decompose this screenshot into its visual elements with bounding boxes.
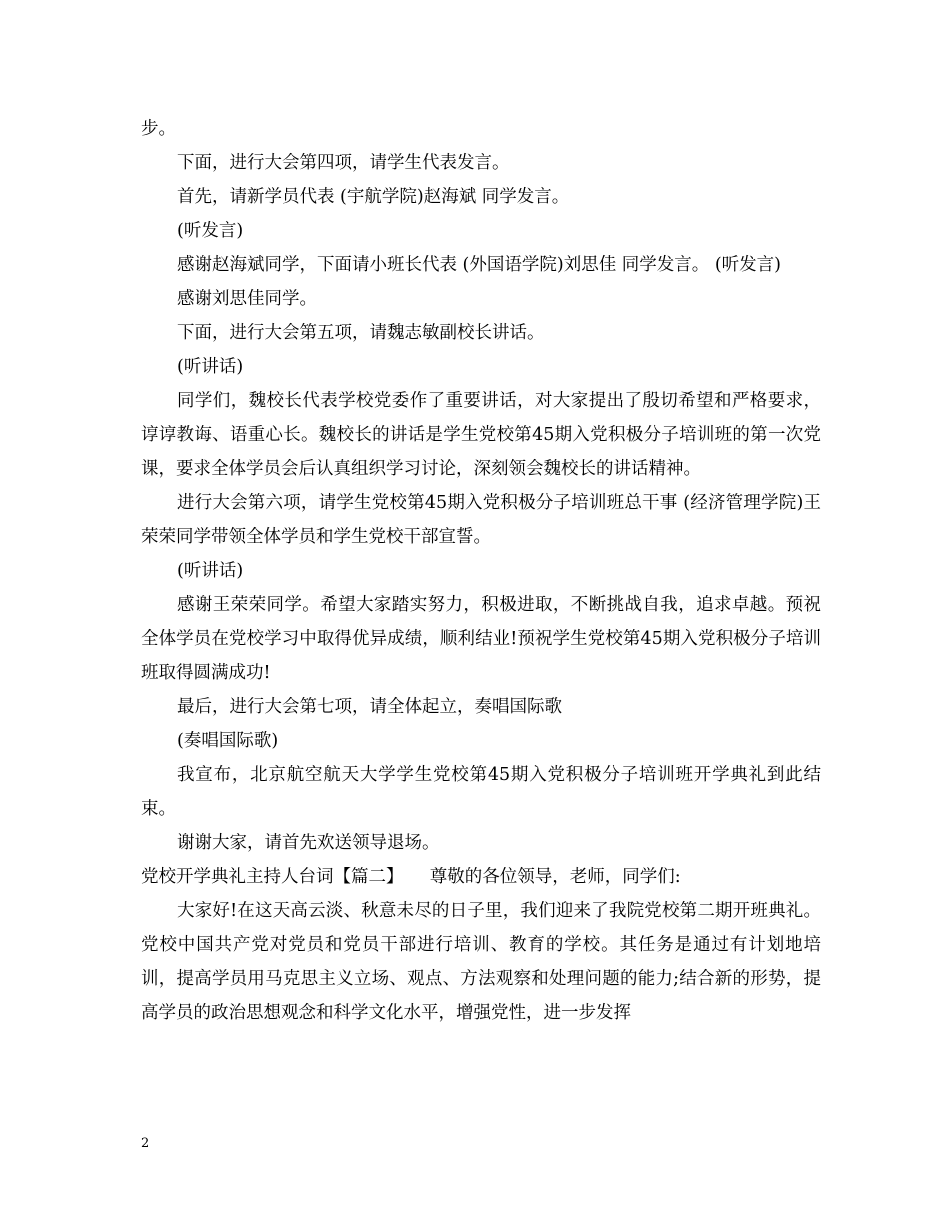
paragraph-12: 感谢王荣荣同学。希望大家踏实努力，积极进取，不断挑战自我，追求卓越。预祝全体学员在党校学习中取得优异成绩，顺利结业!预祝学生党校第45期入党积极分子培训班取得圆满成功! bbox=[141, 595, 821, 683]
paragraph-2: 下面，进行大会第四项，请学生代表发言。 bbox=[177, 153, 510, 173]
paragraph-3: 首先，请新学员代表 (宇航学院)赵海斌 同学发言。 bbox=[177, 187, 570, 207]
paragraph-8: (听讲话) bbox=[177, 357, 244, 377]
paragraph-16: 谢谢大家，请首先欢送领导退场。 bbox=[177, 833, 440, 853]
paragraph-4: (听发言) bbox=[177, 221, 244, 241]
paragraph-18: 大家好!在这天高云淡、秋意未尽的日子里，我们迎来了我院党校第二期开班典礼。 党校中国共产党对党员和党员干部进行培训、教育的学校。其任务是通过有计划地培训，提高学员用马克思主义立场、观点、方法观察和处理问题的能力;结合新的形势，提高学员的政治思想观念和科学文化水平，增强党性，进一步发挥 bbox=[141, 901, 821, 1023]
body-text bbox=[141, 112, 821, 1030]
paragraph-9: 同学们，魏校长代表学校党委作了重要讲话，对大家提出了殷切希望和严格要求，谆谆教诲、语重心长。魏校长的讲话是学生党校第45期入党积极分子培训班的第一次党课，要求全体学员会后认真组织学习讨论，深刻领会魏校长的讲话精神。 bbox=[141, 391, 821, 479]
paragraph-15: 我宣布，北京航空航天大学学生党校第45期入党积极分子培训班开学典礼到此结束。 bbox=[141, 765, 821, 819]
paragraph-14: (奏唱国际歌) bbox=[177, 731, 279, 751]
paragraph-11: (听讲话) bbox=[177, 561, 244, 581]
paragraph-1: 步。 bbox=[141, 119, 176, 139]
paragraph-5: 感谢赵海斌同学，下面请小班长代表 (外国语学院)刘思佳 同学发言。 (听发言) bbox=[177, 255, 781, 275]
paragraph-7: 下面，进行大会第五项，请魏志敏副校长讲话。 bbox=[177, 323, 545, 343]
paragraph-6: 感谢刘思佳同学。 bbox=[177, 289, 317, 309]
paragraph-10: 进行大会第六项，请学生党校第45期入党积极分子培训班总干事 (经济管理学院)王荣荣同学带领全体学员和学生党校干部宣誓。 bbox=[141, 493, 821, 547]
paragraph-13: 最后，进行大会第七项，请全体起立，奏唱国际歌 bbox=[177, 697, 562, 717]
page-number: 2 bbox=[141, 1136, 150, 1151]
section-heading-line: 党校开学典礼主持人台词【篇二】 尊敬的各位领导，老师，同学们: bbox=[141, 867, 681, 887]
